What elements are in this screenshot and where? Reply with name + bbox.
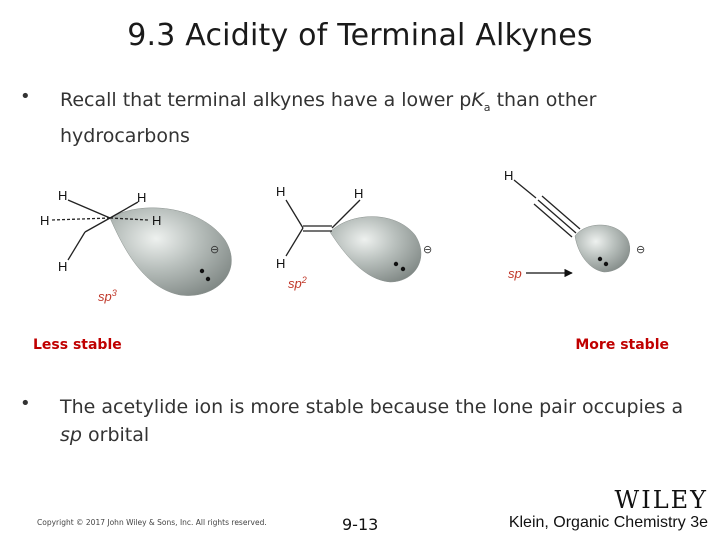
bullet-2-italic: sp	[60, 424, 82, 446]
less-stable-caption: Less stable	[33, 337, 122, 353]
bullet-marker-2: •	[20, 393, 31, 414]
sp-bond-h	[514, 180, 536, 198]
sp-lone-pair-electron	[598, 257, 602, 261]
sp-hybrid-label: sp	[508, 266, 522, 281]
sp-triple-bond-a	[538, 200, 576, 233]
wiley-logo: WILEY	[614, 486, 708, 514]
sp3-h-left: H	[40, 213, 50, 228]
sp3-bond-h-top-left	[68, 200, 110, 218]
more-stable-caption: More stable	[575, 337, 669, 353]
sp-h: H	[504, 168, 514, 183]
sp2-label-sup: 2	[301, 275, 307, 285]
sp3-carbanion	[40, 188, 231, 304]
sp2-hybrid-label	[288, 275, 307, 291]
sp3-lone-pair-electron	[200, 269, 204, 273]
bullet-text-1	[60, 86, 660, 150]
copyright-notice: Copyright © 2017 John Wiley & Sons, Inc. All rights reserved.	[37, 518, 267, 527]
bullet-marker-1: •	[20, 86, 31, 107]
sp3-h-right: H	[152, 213, 162, 228]
sp2-carbanion	[276, 184, 432, 291]
bullet-1-ka-a: a	[483, 100, 491, 114]
sp2-lone-pair-electron	[394, 262, 398, 266]
bullet-1-prefix: Recall that terminal alkynes have a lower p	[60, 89, 472, 111]
sp3-h-top-right: H	[137, 190, 147, 205]
sp2-h-top-right: H	[354, 186, 364, 201]
sp3-label-sup: 3	[111, 288, 117, 298]
book-credit: Klein, Organic Chemistry 3e	[508, 514, 708, 531]
sp-triple-bond-b	[542, 196, 580, 229]
bullet-1-suffix: than other hydrocarbons	[60, 89, 597, 147]
sp3-bond-lower	[85, 218, 110, 232]
sp-orbital-lobe	[575, 225, 630, 272]
sp-carbanion	[504, 168, 645, 281]
sp2-orbital-lobe	[330, 217, 421, 282]
sp2-bond-h-bottom	[286, 228, 303, 256]
orbital-diagram	[30, 160, 690, 325]
sp3-h-top-left: H	[58, 188, 68, 203]
sp3-bond-h-bottom	[68, 232, 85, 260]
sp2-lone-pair-electron	[401, 267, 405, 271]
bullet-2-suffix: orbital	[81, 424, 150, 446]
sp3-hybrid-label	[98, 288, 117, 304]
sp-triple-bond-c	[534, 204, 572, 237]
bullet-text-2	[60, 393, 700, 449]
sp2-h-top-left: H	[276, 184, 286, 199]
sp3-label-base: sp	[98, 289, 112, 304]
sp3-h-bottom: H	[58, 259, 68, 274]
sp2-h-bottom: H	[276, 256, 286, 271]
sp3-charge-icon: ⊖	[210, 243, 220, 256]
sp3-bond-h-left	[52, 218, 110, 220]
sp2-bond-h-top	[286, 200, 303, 228]
bullet-2-prefix: The acetylide ion is more stable because the lone pair occupies a	[60, 396, 684, 418]
page-number: 9-13	[342, 515, 379, 534]
bullet-1-ka-k: K	[471, 89, 484, 111]
sp2-charge-icon: ⊖	[423, 243, 433, 256]
sp-lone-pair-electron	[604, 262, 608, 266]
sp3-lone-pair-electron	[206, 277, 210, 281]
slide-title: 9.3 Acidity of Terminal Alkynes	[127, 18, 593, 53]
sp-charge-icon: ⊖	[636, 243, 646, 256]
sp2-label-base: sp	[288, 276, 302, 291]
